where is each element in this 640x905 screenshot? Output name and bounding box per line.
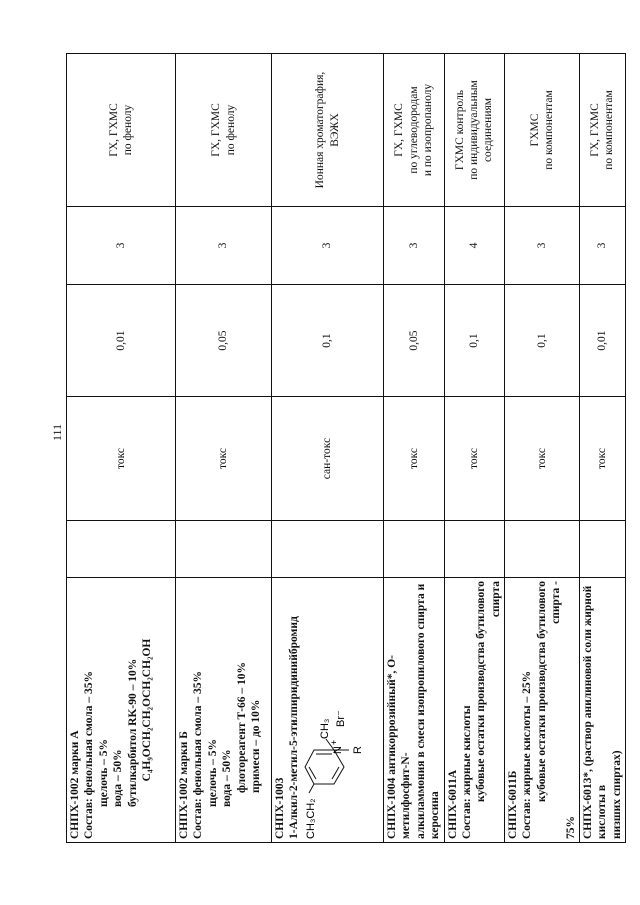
method-line: по углеводородам [407,86,420,174]
method-line: ГХ, ГХМС [107,103,120,157]
method-cell [384,54,445,207]
pyridinium-structure [304,699,370,839]
table-row [67,54,176,843]
substance-line: алкиламмония в смеси изопропилового спирта и керосина [414,583,442,839]
empty-cell [176,521,272,578]
method-cell [505,54,580,207]
empty-cell [505,521,580,578]
substance-line: СНПХ-6011А [446,770,459,839]
substance-line: Состав: жирные кислоты – 25% [521,670,534,839]
substance-line: СНПХ-1003 [274,777,286,839]
class-cell: 3 [579,207,625,285]
limit-cell: 0,1 [272,285,384,397]
method-line: ГХ, ГХМС [210,103,223,157]
substance-cell [67,578,176,843]
substance-line: СНПХ-1002 марки А [69,730,81,839]
hazard-cell: токс [579,397,625,521]
table-row [505,54,580,843]
method-line: ГХМС [528,113,541,147]
hazard-cell: токс [384,397,445,521]
substance-lines [273,581,302,839]
substance-line: Состав: фенольная смола – 35% [83,671,96,839]
rotated-table-wrapper [66,54,623,843]
hazard-cell: токс [67,397,176,521]
method-line: Ионная хроматография, [314,71,327,189]
method-line: и по изопропанолу [421,83,434,177]
substance-cell [579,578,625,843]
method-cell [444,54,505,207]
empty-cell [67,521,176,578]
method-cell [579,54,625,207]
substance-line: щелочь – 5% [206,738,219,807]
substance-line: СНПХ-1004 антикоррозийный*, О-метилфосфит-N- [386,655,413,839]
substance-cell [444,578,505,843]
limit-cell: 0,05 [176,285,272,397]
substance-line: кубовые остатки производства бутилового спирта - [535,581,563,802]
table-row [176,54,272,843]
hazard-cell: токс [505,397,580,521]
limit-cell: 0,01 [579,285,625,397]
method-cell [176,54,272,207]
substance-cell [505,578,580,843]
hazard-cell: токс [444,397,505,521]
method-line: ГХМС контроль [453,89,466,171]
table-row [444,54,505,843]
method-line: соединениям [482,97,495,163]
method-line: по компонентам [542,90,555,170]
method-line: по фенолу [122,104,134,156]
substance-line: 1-Алкил-2-метил-5-этилпиридинийбромид [288,616,301,839]
table-row [272,54,384,843]
substance-line: 75% [564,816,577,839]
substance-line: СНПХ-6011Б [507,770,519,839]
method-line: ГХ, ГХМС [393,103,406,157]
table-row [579,54,625,843]
class-cell: 3 [272,207,384,285]
method-cell [67,54,176,207]
limit-cell: 0,01 [67,285,176,397]
ethyl-group-label: CH₃CH₂ [304,798,317,839]
method-line: ВЭЖХ [328,113,341,147]
substance-line: вода – 50% [221,749,234,807]
substance-cell [272,578,384,843]
substance-line: вода – 50% [112,749,125,807]
substance-cell [384,578,445,843]
class-cell: 3 [176,207,272,285]
substance-line: бутилкарбитол RK-90 – 10% [126,658,139,807]
substance-line: Состав: жирные кислоты [460,705,473,839]
nitrogen-label: N [331,746,344,754]
substance-line: щелочь – 5% [97,738,110,807]
method-line: по компонентам [603,90,616,170]
alkyl-label: R [351,746,364,754]
limit-cell: 0,05 [384,285,445,397]
substance-line: C₄H₉OCH₂CH₂OCH₂CH₂OH [140,638,153,782]
empty-cell [579,521,625,578]
method-line: по индивидуальным [468,80,481,180]
substance-line: СНПХ-1002 марки Б [178,731,190,839]
methyl-group-label: CH₃ [318,718,331,739]
limit-cell: 0,1 [444,285,505,397]
page-number: 111 [50,423,64,441]
substance-line: примеси – до 10% [249,699,262,793]
substance-line: СНПХ-6013*, (раствор анилиновой соли жирной кислоты в [581,585,609,839]
hazard-cell: сан-токс [272,397,384,521]
class-cell: 3 [384,207,445,285]
substance-line: флотореагент Т-66 – 10% [235,661,248,793]
class-cell: 4 [444,207,505,285]
class-cell: 3 [67,207,176,285]
empty-cell [444,521,505,578]
empty-cell [272,521,384,578]
limit-cell: 0,1 [505,285,580,397]
empty-cell [384,521,445,578]
method-line: по фенолу [224,104,237,156]
substance-line: кубовые остатки производства бутилового спирта [475,581,502,802]
substance-line: низших спиртах) [610,750,623,839]
hazard-cell: токс [176,397,272,521]
class-cell: 3 [505,207,580,285]
charge-label: + [328,739,339,745]
substance-cell [176,578,272,843]
bromide-label: Br⁻ [334,710,347,727]
substances-table [66,53,626,843]
method-cell [272,54,384,207]
table-row [384,54,445,843]
substance-line: Состав: фенольная смола – 35% [192,671,205,839]
method-line: ГХ, ГХМС [589,103,602,157]
